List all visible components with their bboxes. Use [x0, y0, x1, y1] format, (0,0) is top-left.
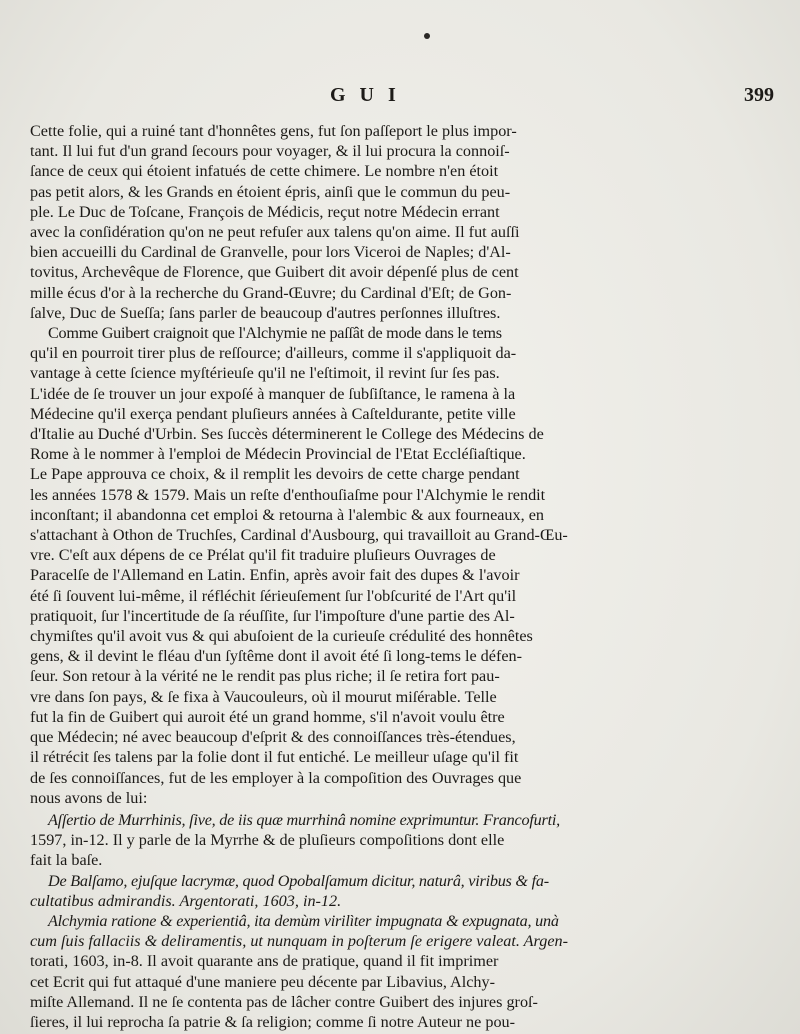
bibliography-entry [30, 911, 706, 1032]
text-line: fut la fin de Guibert qui auroit été un grand homme, s'il n'avoit voulu être [30, 707, 505, 726]
text-line: ſeur. Son retour à la vérité ne le rendit pas plus riche; il ſe retira fort pau- [30, 667, 500, 686]
text-line: gens, & il devint le fléau d'un ſyſtême dont il avoit été ſi long-tems le défen- [30, 647, 523, 666]
bibliography-line: Aſſertio de Murrhinis, ſive, de iis quæ murrhinâ nomine exprimuntur. Francofurti, [48, 810, 560, 829]
text-line: mille écus d'or à la recherche du Grand-Œuvre; du Cardinal d'Eſt; de Gon- [30, 283, 512, 302]
text-line: pas petit alors, & les Grands en étoient épris, ainſi que le commun du peu- [30, 182, 511, 201]
text-line: de ſes connoiſſances, fut de les employer à la compoſition des Ouvrages que [30, 768, 522, 787]
ink-speck [424, 33, 430, 39]
text-line: les années 1578 & 1579. Mais un reſte d'enthouſiaſme pour l'Alchymie le rendit [30, 485, 546, 504]
text-line: que Médecin; né avec beaucoup d'eſprit & des connoiſſances très-étendues, [30, 728, 516, 747]
text-line: bien accueilli du Cardinal de Granvelle, pour lors Viceroi de Naples; d'Al- [30, 243, 511, 262]
text-line: d'Italie au Duché d'Urbin. Ses ſuccès déterminerent le College des Médecins de [30, 425, 544, 444]
text-line: Paracelſe de l'Allemand en Latin. Enfin, après avoir fait des dupes & l'avoir [30, 566, 520, 585]
text-line: s'attachant à Othon de Truchſes, Cardinal d'Ausbourg, qui travailloit au Grand-Œu- [30, 526, 568, 545]
bibliography-line: torati, 1603, in-8. Il avoit quarante ans de pratique, quand il fit imprimer [30, 952, 499, 971]
bibliography-line: cultatibus admirandis. Argentorati, 1603, in-12. [30, 891, 342, 910]
text-line: été ſi ſouvent lui-même, il réfléchit ſérieuſement ſur l'obſcurité de l'Art qu'il [30, 586, 517, 605]
text-line: qu'il en pourroit tirer plus de reſſource; d'ailleurs, comme il s'appliquoit da- [30, 344, 517, 363]
text-line: vantage à cette ſcience myſtérieuſe qu'il ne l'eſtimoit, il revint ſur ſes pas. [30, 364, 500, 383]
text-line: vre. C'eſt aux dépens de ce Prélat qu'il fit traduire pluſieurs Ouvrages de [30, 546, 496, 565]
text-line: Comme Guibert craignoit que l'Alchymie ne paſſât de mode dans le tems [48, 324, 502, 343]
text-line: il rétrécit ſes talens par la folie dont il fut entiché. Le meilleur uſage qu'il fit [30, 748, 519, 767]
paragraph-2 [30, 323, 706, 808]
bibliography-line: miſte Allemand. Il ne ſe contenta pas de lâcher contre Guibert des injures groſ- [30, 992, 538, 1011]
text-line: Cette folie, qui a ruiné tant d'honnêtes gens, fut ſon paſſeport le plus impor- [30, 122, 517, 140]
text-line: ſalve, Duc de Sueſſa; ſans parler de beaucoup d'autres perſonnes illuſtres. [30, 303, 501, 322]
bibliography-line: cum ſuis fallaciis & deliramentis, ut nunquam in poſterum ſe erigere valeat. Argen- [30, 932, 569, 951]
text-line: Rome à le nommer à l'emploi de Médecin Provincial de l'Etat Eccléſiaſtique. [30, 445, 526, 464]
text-line: inconſtant; il abandonna cet emploi & retourna à l'alembic & aux fourneaux, en [30, 505, 544, 524]
text-line: nous avons de lui: [30, 788, 148, 807]
bibliography-line: De Balſamo, ejuſque lacrymæ, quod Opobalſamum dicitur, naturâ, viribus & fa- [48, 871, 549, 890]
text-line: tant. Il lui fut d'un grand ſecours pour voyager, & il lui procura la connoiſ- [30, 142, 510, 161]
text-line: avec la conſidération qu'on ne peut refuſer aux talens qu'on aime. Il fut auſſi [30, 223, 520, 242]
bibliography-line: ſieres, il lui reprocha ſa patrie & ſa religion; comme ſi notre Auteur ne pou- [30, 1012, 516, 1031]
bibliography-entry [30, 810, 706, 871]
bibliography-line: Alchymia ratione & experientiâ, ita demùm virilìter impugnata & expugnata, unà [48, 911, 559, 930]
paragraph-1 [30, 121, 706, 323]
page-number: 399 [744, 84, 774, 106]
body-text [30, 121, 706, 1032]
bibliography-entry [30, 871, 706, 911]
text-line: ple. Le Duc de Toſcane, François de Médicis, reçut notre Médecin errant [30, 202, 500, 221]
text-line: chymiſtes qu'il avoit vus & qui abuſoient de la curieuſe crédulité des honnêtes [30, 627, 533, 646]
text-line: Le Pape approuva ce choix, & il remplit les devoirs de cette charge pendant [30, 465, 520, 484]
page-header [30, 84, 774, 114]
running-head: GUI [330, 84, 410, 106]
bibliography-line: 1597, in-12. Il y parle de la Myrrhe & de pluſieurs compoſitions dont elle [30, 831, 505, 850]
bibliography-line: cet Ecrit qui fut attaqué d'une maniere peu décente par Libavius, Alchy- [30, 972, 495, 991]
text-line: pratiquoit, ſur l'incertitude de ſa réuſſite, ſur l'impoſture d'une partie des Al- [30, 606, 515, 625]
bibliography-list [30, 810, 706, 1032]
bibliography-line: fait la baſe. [30, 851, 103, 870]
text-line: Médecine qu'il exerça pendant pluſieurs années à Caſteldurante, petite ville [30, 404, 516, 423]
text-line: ſance de ceux qui étoient infatués de cette chimere. Le nombre n'en étoit [30, 162, 499, 181]
text-line: tovitus, Archevêque de Florence, que Guibert dit avoir dépenſé plus de cent [30, 263, 519, 282]
text-line: vre dans ſon pays, & ſe fixa à Vaucouleurs, où il mourut miſérable. Telle [30, 687, 497, 706]
text-line: L'idée de ſe trouver un jour expoſé à manquer de ſubſiſtance, le ramena à la [30, 384, 516, 403]
